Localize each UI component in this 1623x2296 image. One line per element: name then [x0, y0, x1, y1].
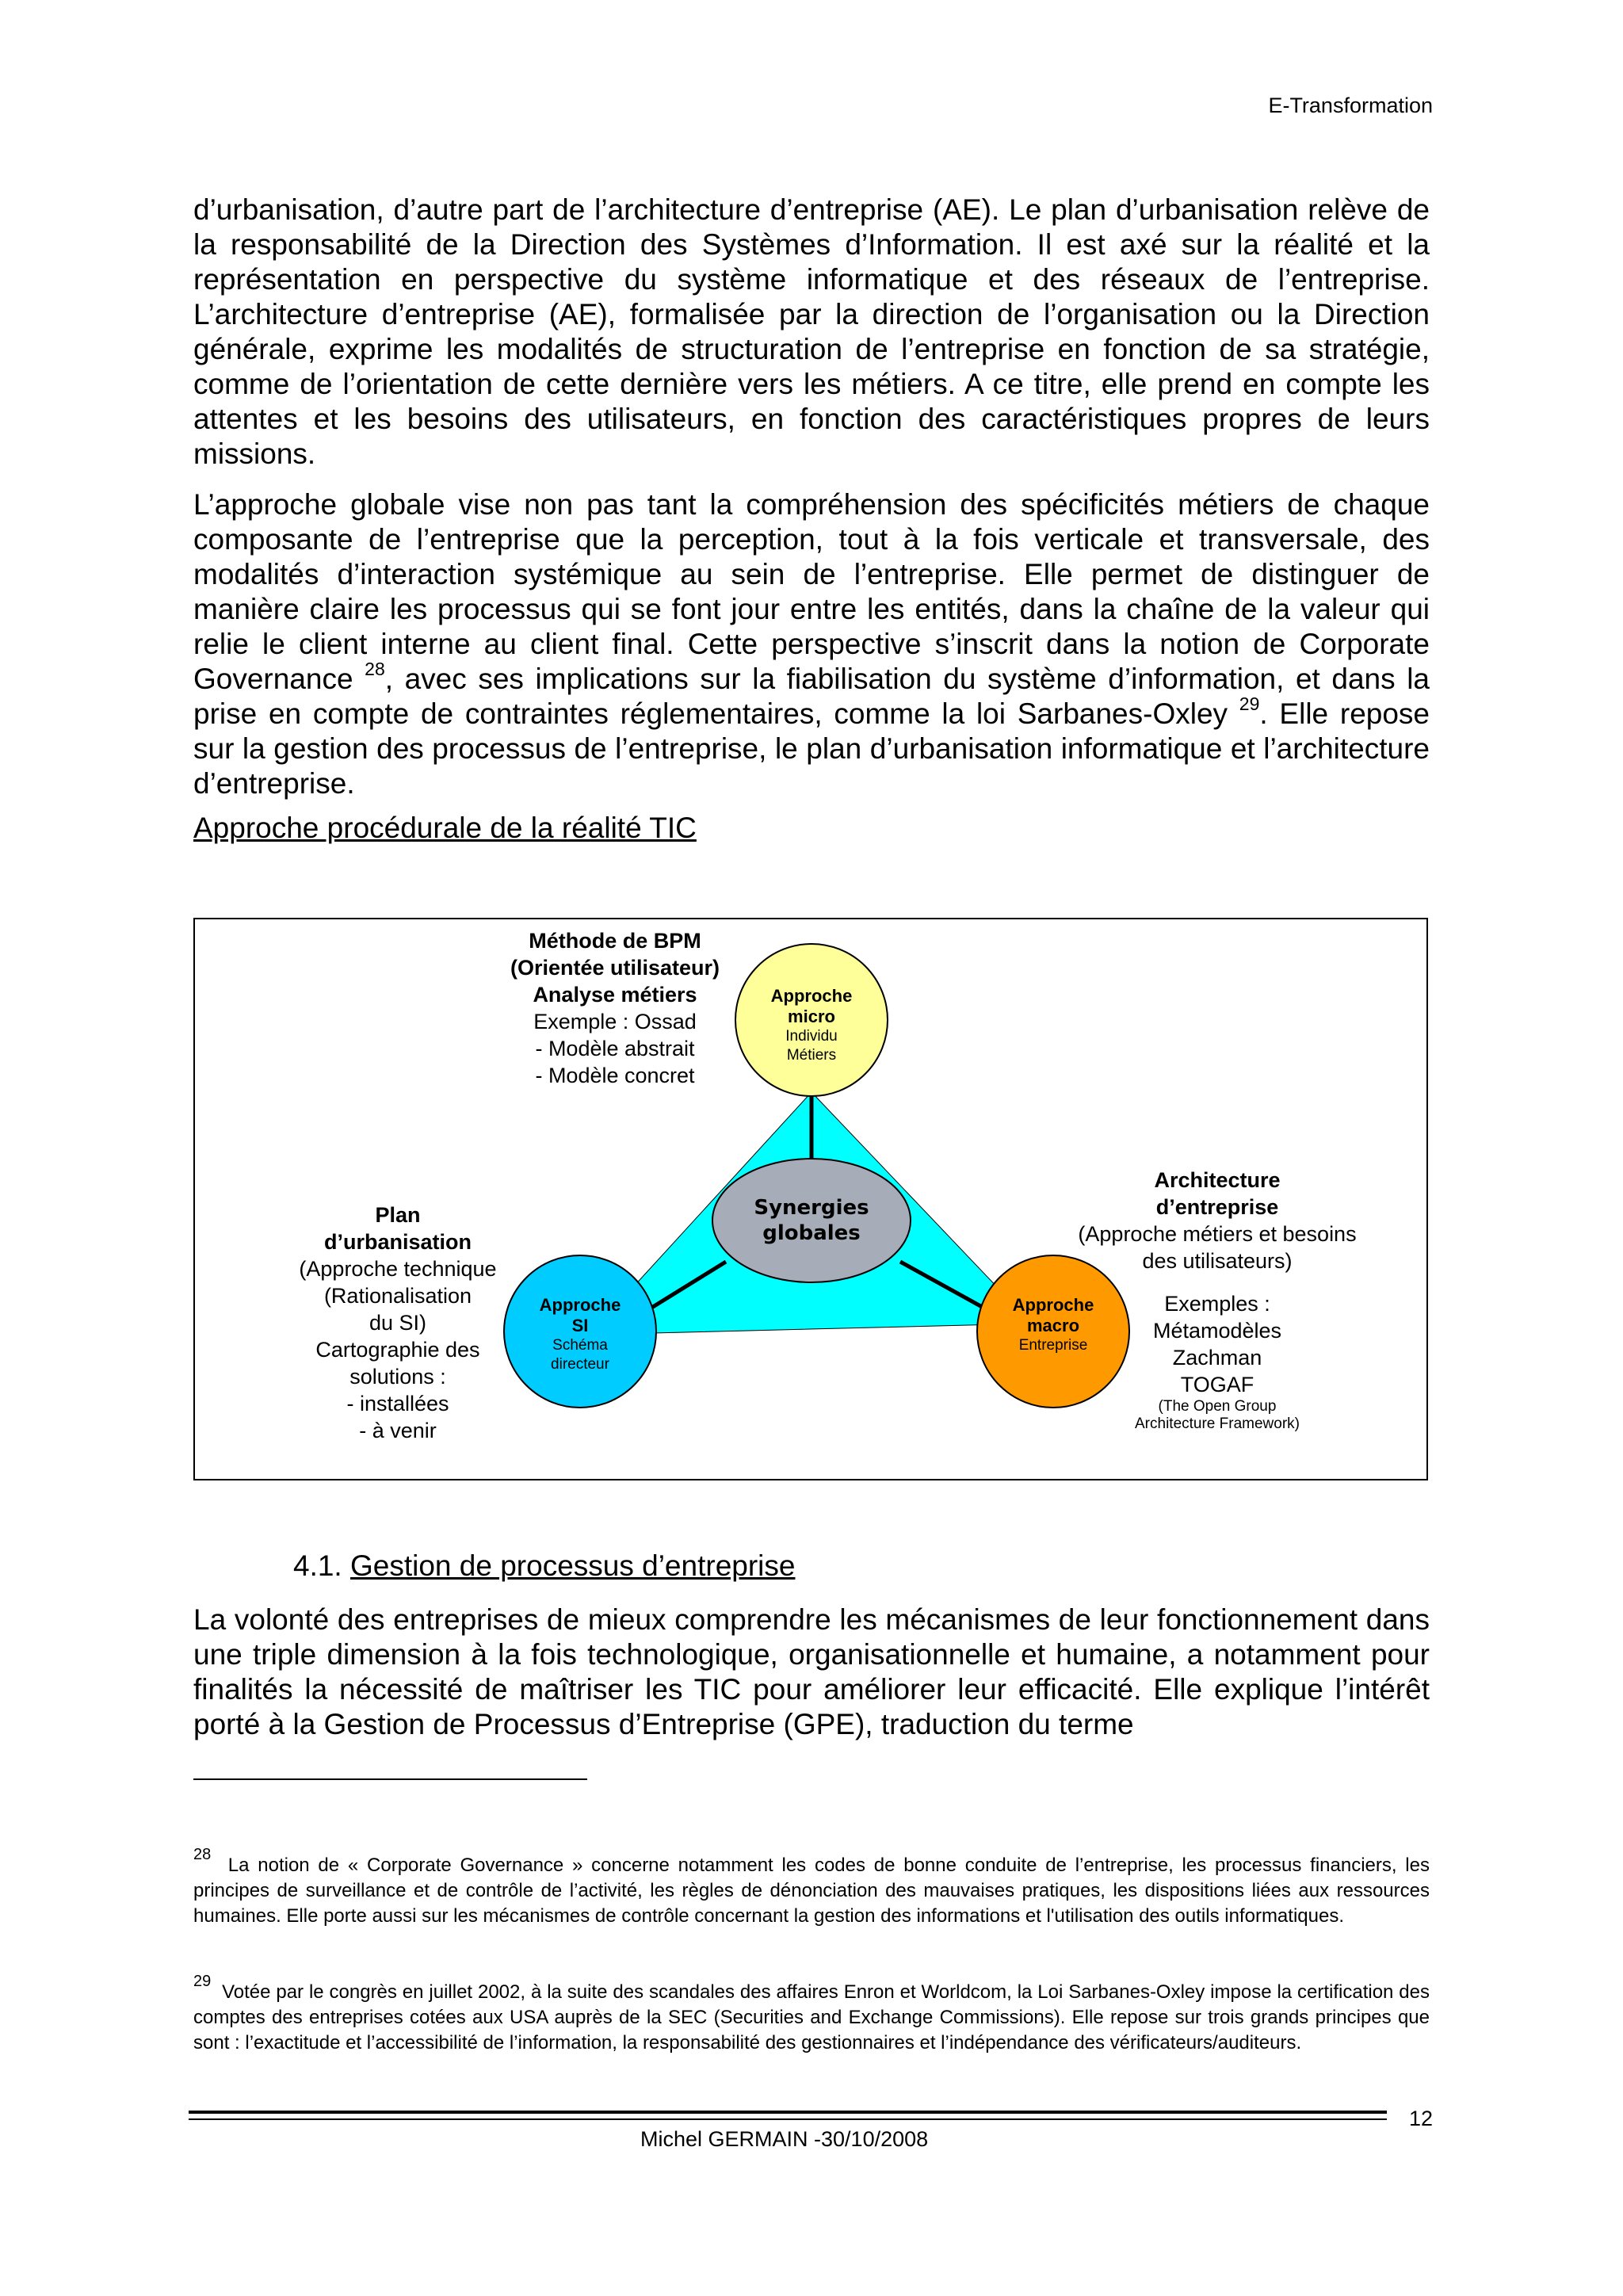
text-line: Métamodèles — [1152, 1319, 1282, 1343]
footer-author: Michel GERMAIN -30/10/2008 — [640, 2127, 929, 2151]
footnote-separator — [193, 1778, 587, 1780]
text-line: Analyse métiers — [533, 983, 697, 1007]
text-line: Schéma — [552, 1337, 608, 1354]
text-line: Méthode de BPM — [529, 929, 701, 953]
page-number: 12 — [1409, 2107, 1434, 2130]
text-line: Approche — [770, 986, 853, 1006]
si-approach-label — [517, 1295, 643, 1374]
text-line: (Approche technique — [299, 1257, 497, 1281]
text-line: globales — [762, 1221, 861, 1245]
section-number: 4.1. — [293, 1549, 342, 1582]
footer-rule — [189, 2111, 1387, 2114]
footnote-29 — [193, 1973, 1430, 2056]
global-synergies-label — [724, 1195, 899, 1246]
text-line: Zachman — [1172, 1346, 1262, 1370]
footnote-number: 28 — [193, 1846, 212, 1863]
text-line: Individu — [785, 1028, 838, 1045]
text-line: des utilisateurs) — [1142, 1249, 1293, 1273]
text-line: du SI) — [369, 1311, 427, 1335]
text-line: - Modèle abstrait — [535, 1037, 695, 1060]
footer-rule — [189, 2118, 1387, 2120]
text-line: macro — [1026, 1316, 1080, 1335]
text-line: - à venir — [359, 1419, 437, 1442]
text-line: (The Open Group — [1158, 1398, 1277, 1415]
enterprise-architecture-text — [1051, 1167, 1384, 1274]
text-line: solutions : — [349, 1365, 446, 1389]
text-line: Approche — [539, 1295, 621, 1315]
paragraph-urbanisation: d’urbanisation, d’autre part de l’architecture d’entreprise (AE). Le plan d’urbanisation relève de la responsabilité de la Direction des Systèmes d’Information. Il est axé sur la réalité et la représentation en perspective du système informatique et des réseaux de l’entreprise. L’architecture d’entreprise (AE), formalisée par la direction de l’organisation ou la Direction générale, exprime les modalités de structuration de l’entreprise en fonction de sa stratégie, comme de l’orientation de cette dernière vers les métiers. A ce titre, elle prend en compte les attentes et les besoins des utilisateurs, en fonction des caractéristiques propres de leurs missions. — [193, 193, 1430, 470]
footnote-text: La notion de « Corporate Governance » concerne notamment les codes de bonne conduite de l’entreprise, les processus financiers, les principes de surveillance et de contrôle de l’activité, les règles de dénonciation des mauvaises pratiques, les dispositions liées aux ressources humaines. Elle porte aussi sur les mécanismes de contrôle concernant la gestion des informations et l'utilisation des outils informatiques. — [193, 1855, 1430, 1927]
paragraph-approche-globale — [193, 487, 1430, 801]
examples-text — [1122, 1290, 1312, 1433]
footnote-28 — [193, 1846, 1430, 1929]
text-line: Approche — [1012, 1295, 1094, 1315]
text-line: Architecture — [1154, 1168, 1281, 1192]
paragraph-text: , avec ses implications sur la fiabilisation du système d’information, et dans la prise en compte de contraintes réglementaires, comme la loi Sarbanes-Oxley — [193, 663, 1430, 730]
footnote-ref-28[interactable]: 28 — [365, 658, 385, 679]
paragraph-text: L’approche globale vise non pas tant la compréhension des spécificités métiers de chaque composante de l’entreprise que la perception, tout à la fois verticale et transversale, des modalités d’interaction systémique au sein de l’entreprise. Elle permet de distinguer de manière claire les processus qui se font jour entre les entités, dans la chaîne de la valeur qui relie le client interne au client final. Cette perspective s’inscrit dans la notion de Corporate Governance — [193, 488, 1430, 695]
text-line: micro — [788, 1007, 835, 1026]
text-line: SI — [571, 1316, 589, 1335]
text-line: (Approche métiers et besoins — [1078, 1222, 1357, 1246]
text-line: d’urbanisation — [323, 1230, 472, 1254]
text-line: Plan — [375, 1203, 421, 1227]
macro-approach-label — [990, 1295, 1117, 1355]
text-line: Entreprise — [1018, 1337, 1088, 1354]
text-line: - Modèle concret — [535, 1064, 695, 1087]
text-line: d’entreprise — [1155, 1195, 1279, 1219]
section-heading — [293, 1549, 795, 1583]
text-line: (Orientée utilisateur) — [510, 956, 720, 980]
paragraph-text: . Elle repose sur la gestion des processus de l’entreprise, le plan d’urbanisation informatique et l’architecture d’entreprise. — [193, 697, 1430, 800]
paragraph-gpe: La volonté des entreprises de mieux comprendre les mécanismes de leur fonctionnement dans une triple dimension à la fois technologique, organisationnelle et humaine, a notamment pour finalités la nécessité de maîtriser les TIC pour améliorer leur efficacité. Elle explique l’intérêt porté à la Gestion de Processus d’Entreprise (GPE), traduction du terme — [193, 1603, 1430, 1740]
procedural-approach-diagram — [193, 918, 1428, 1480]
footnote-text: Votée par le congrès en juillet 2002, à la suite des scandales des affaires Enron et Worldcom, la Loi Sarbanes-Oxley impose la certification des comptes des entreprises cotées aux USA auprès de la SEC (Securities and Exchange Commissions). Elle repose sur trois grands principes que sont : l’exactitude et l’accessibilité de l’information, la responsabilité des gestionnaires et l’indépendance des vérificateurs/auditeurs. — [193, 1981, 1430, 2053]
diagram-heading: Approche procédurale de la réalité TIC — [193, 812, 697, 844]
micro-approach-label — [748, 986, 875, 1065]
footnote-number: 29 — [193, 1973, 212, 1990]
text-line: Exemple : Ossad — [533, 1010, 697, 1033]
text-line: Architecture Framework) — [1135, 1415, 1300, 1432]
text-line: Cartographie des — [315, 1338, 480, 1362]
urbanisation-plan-text — [287, 1201, 509, 1444]
bpm-method-text — [496, 927, 734, 1089]
text-line: (Rationalisation — [323, 1284, 472, 1308]
text-line: directeur — [551, 1356, 609, 1373]
text-line: TOGAF — [1180, 1373, 1254, 1396]
text-line: Métiers — [786, 1047, 837, 1064]
text-line: - installées — [346, 1392, 449, 1415]
footnote-ref-29[interactable]: 29 — [1239, 693, 1260, 714]
text-line: Exemples : — [1164, 1292, 1270, 1316]
text-line: Synergies — [754, 1196, 869, 1220]
running-header: E-Transformation — [1268, 94, 1433, 117]
section-title: Gestion de processus d’entreprise — [350, 1549, 796, 1582]
